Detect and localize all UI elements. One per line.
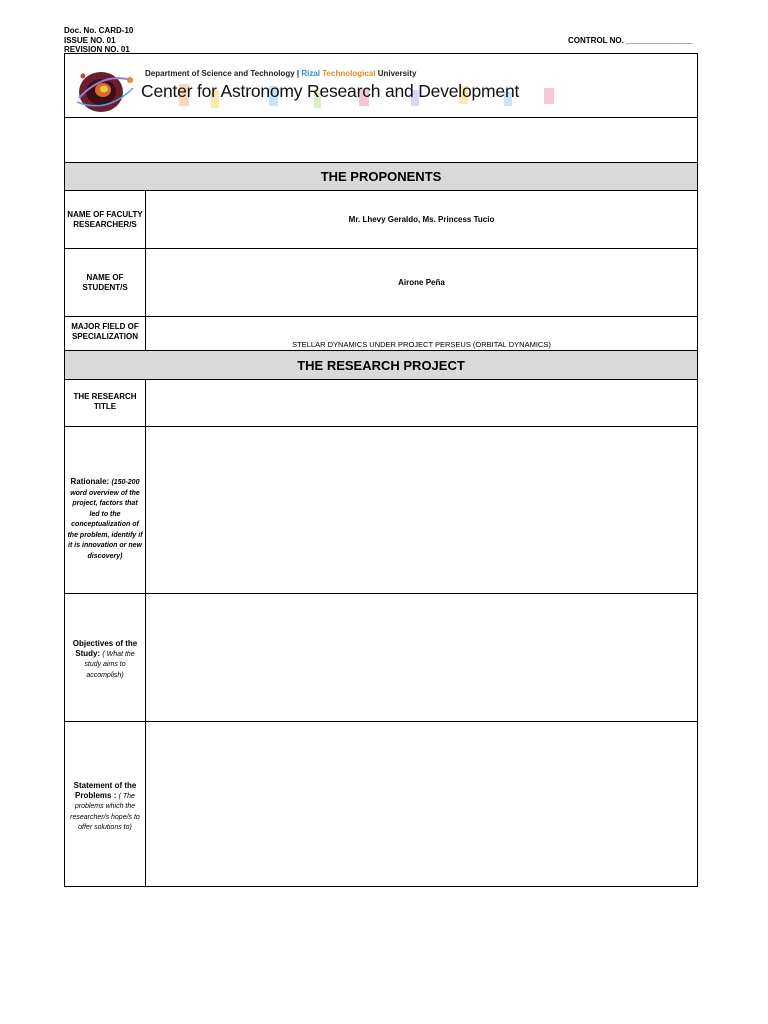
- rationale-row: [65, 427, 697, 594]
- center-title: Center for Astronomy Research and Development: [141, 81, 520, 101]
- objectives-value[interactable]: [146, 594, 697, 721]
- objectives-row: [65, 594, 697, 722]
- university-text: University: [377, 69, 417, 78]
- faculty-label: NAME OF FACULTY RESEARCHER/S: [65, 191, 146, 248]
- objectives-label-cell: [65, 594, 146, 721]
- issue-number: ISSUE NO. 01: [64, 35, 116, 45]
- rationale-label: Rationale:: [70, 477, 110, 486]
- rationale-hint: (150-200 word overview of the project, factors that led to the conceptualization of the problem, identify if it is innovation or new discovery): [67, 479, 143, 560]
- field-row: [65, 317, 697, 351]
- objectives-hint: ( What the study aims to accomplish): [84, 650, 135, 679]
- rationale-label-cell: [65, 427, 146, 593]
- title-value[interactable]: [146, 380, 697, 426]
- field-label: MAJOR FIELD OF SPECIALIZATION: [65, 317, 146, 350]
- rationale-value[interactable]: [146, 427, 697, 593]
- research-heading: THE RESEARCH PROJECT: [65, 351, 697, 380]
- research-form: [64, 53, 698, 887]
- rizal-text: Rizal: [301, 69, 321, 78]
- objectives-label: Objectives of the Study:: [72, 639, 138, 658]
- doc-number: Doc. No. CARD-10: [64, 26, 134, 35]
- problems-label-cell: [65, 722, 146, 886]
- problems-row: [65, 722, 697, 886]
- blank-row: [65, 118, 697, 163]
- doc-meta: [64, 26, 133, 55]
- title-label: THE RESEARCH TITLE: [65, 380, 146, 426]
- problems-value[interactable]: [146, 722, 697, 886]
- dept-prefix: Department of Science and Technology |: [145, 69, 300, 78]
- faculty-value[interactable]: Mr. Lhevy Geraldo, Ms. Princess Tucio: [348, 215, 495, 224]
- faculty-row: [65, 191, 697, 249]
- revision-number: REVISION NO. 01: [64, 45, 130, 54]
- form-header: [65, 54, 697, 118]
- technological-text: Technological: [322, 69, 376, 78]
- proponents-heading: THE PROPONENTS: [65, 163, 697, 191]
- field-value[interactable]: STELLAR DYNAMICS UNDER PROJECT PERSEUS (ORBITAL DYNAMICS): [292, 340, 551, 349]
- student-value[interactable]: Airone Peña: [398, 278, 445, 287]
- student-row: [65, 249, 697, 317]
- card-logo-icon: [73, 62, 137, 118]
- problems-hint: ( The problems which the researcher/s hope/s to offer solutions to): [70, 792, 140, 831]
- control-number: CONTROL NO. _______________: [568, 36, 693, 45]
- department-line: [145, 69, 416, 78]
- student-label: NAME OF STUDENT/S: [65, 249, 146, 316]
- title-row: [65, 380, 697, 427]
- problems-label: Statement of the Problems :: [73, 781, 137, 800]
